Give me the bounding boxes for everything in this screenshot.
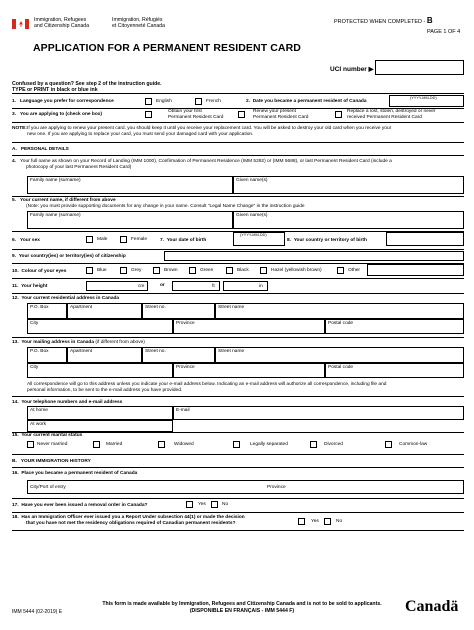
note-text <box>27 126 464 137</box>
agency-en-line1: Immigration, Refugees <box>34 17 87 23</box>
page-title: APPLICATION FOR A PERMANENT RESIDENT CARD <box>33 42 301 54</box>
mail-apartment-field[interactable] <box>67 347 142 363</box>
q8-num: 8. <box>287 238 292 243</box>
renew-card-label <box>253 109 308 120</box>
q13-hint: (if different from above) <box>95 340 145 345</box>
q17-text: Have you ever been issued a removal order in Canada? <box>21 503 148 508</box>
q15-label <box>12 433 82 439</box>
email-label: E-mail <box>176 408 190 413</box>
res-po-label: P.O. Box <box>30 305 49 310</box>
eye-hazel-label: Hazel (yellowish brown) <box>271 268 322 273</box>
note-line1: If you are applying to renew your present card, you should keep it until you receive your replacement card. You will be asked to destroy your old card when you receive your <box>27 126 392 131</box>
english-checkbox[interactable] <box>145 98 152 105</box>
mail-street-no-field[interactable] <box>142 347 215 363</box>
q6-label <box>12 238 40 244</box>
q13-num: 13. <box>12 340 19 345</box>
q4-family-name-field[interactable] <box>27 176 233 194</box>
first-card-line1: Obtain your first <box>168 109 202 114</box>
q12-label <box>12 296 119 302</box>
eye-other-label: Other <box>348 268 360 273</box>
legally-separated-checkbox[interactable] <box>233 441 240 448</box>
female-label: Female <box>131 237 147 242</box>
eye-green-checkbox[interactable] <box>189 267 196 274</box>
eye-blue-checkbox[interactable] <box>86 267 93 274</box>
q6-text: Your sex <box>20 238 40 243</box>
q2-num: 2. <box>246 99 251 104</box>
eye-grey-checkbox[interactable] <box>120 267 127 274</box>
q18-label <box>12 515 245 526</box>
q5-note: (Note: you must provide supporting documents for any change in your name. Consult "Legal Name Change" in the instruction guide <box>26 203 305 209</box>
report-yes-label: Yes <box>311 519 319 524</box>
res-po-box-field[interactable] <box>27 303 67 319</box>
res-street-no-label: Street no. <box>145 305 166 310</box>
q4-family-label: Family name (surname) <box>30 178 81 183</box>
q10-num: 10. <box>12 269 19 274</box>
q14-label <box>12 400 122 406</box>
q8-label <box>287 238 367 244</box>
q2-text: Date you became a permanent resident of Canada <box>252 99 367 104</box>
form-id: IMM 5444 (02-2019) E <box>12 609 63 615</box>
first-card-checkbox[interactable] <box>145 111 152 118</box>
home-phone-field[interactable] <box>27 406 173 420</box>
q15-text: Your current marital status <box>21 433 83 438</box>
q4-line1: Your full name as shown on your Record of Landing (IMM 1000), Confirmation of Permanent Residence (IMM 5292) or (IMM 5688), or last Permanent Resident Card (include a <box>20 159 392 164</box>
q16-num: 16. <box>12 471 19 476</box>
replace-card-checkbox[interactable] <box>335 111 342 118</box>
q9-label <box>12 254 126 260</box>
q13-text: Your mailing address in Canada <box>21 340 95 345</box>
legally-separated-label: Legally separated <box>250 442 288 447</box>
q15-num: 15. <box>12 433 19 438</box>
renew-card-line1: Renew your present <box>253 109 296 114</box>
q1-label <box>12 99 114 105</box>
french-checkbox[interactable] <box>195 98 202 105</box>
agency-en-line2: and Citizenship Canada <box>34 23 90 30</box>
mail-postal-label: Postal code <box>328 365 354 370</box>
widowed-label: Widowed <box>174 442 194 447</box>
q18-num: 18. <box>12 515 19 520</box>
q7-num: 7. <box>160 238 165 243</box>
instructions-line1: Confused by a question? See step 2 of the instruction guide. <box>12 81 162 87</box>
first-card-line2: Permanent Resident Card <box>168 114 224 120</box>
q9-text: Your country(ies) or territory(ies) of citizenship <box>18 254 126 259</box>
footer-line1: This form is made available by Immigration, Refugees and Citizenship Canada and is not to be sold to applicants. <box>102 601 382 607</box>
replace-card-label <box>347 109 436 120</box>
q11-num: 11. <box>12 284 19 289</box>
eye-blue-label: Blue <box>97 268 107 273</box>
res-street-name-field[interactable] <box>215 303 464 319</box>
pr-province-input[interactable] <box>292 480 464 494</box>
eye-other-checkbox[interactable] <box>337 267 344 274</box>
eye-black-label: Black <box>237 268 249 273</box>
first-card-label <box>168 109 223 120</box>
res-postal-label: Postal code <box>328 321 354 326</box>
q5-given-name-field[interactable] <box>233 211 464 229</box>
res-apartment-field[interactable] <box>67 303 142 319</box>
email-note-line2: personal information, to be sent to the e-mail address you have provided. <box>27 387 183 393</box>
email-field[interactable] <box>173 406 464 420</box>
q4-given-label: Given name(s) <box>236 178 268 183</box>
q12-num: 12. <box>12 296 19 301</box>
res-province-label: Province <box>176 321 195 326</box>
q12-text: Your current residential address in Canada <box>21 296 120 301</box>
section-b-header <box>12 459 91 465</box>
res-province-field[interactable] <box>173 319 325 334</box>
eye-black-checkbox[interactable] <box>226 267 233 274</box>
eye-other-input[interactable] <box>367 264 464 276</box>
renew-card-line2: Permanent Resident Card <box>253 114 309 120</box>
mail-apt-label: Apartment <box>70 349 93 354</box>
q1-num: 1. <box>12 99 17 104</box>
canada-wordmark: Canadä <box>405 598 459 615</box>
q18-line1: Has an Immigration Officer ever issued you a Report Under subsection 44(1) or made the decision <box>21 515 245 520</box>
replace-card-line1: Replace a lost, stolen, destroyed or never <box>347 109 436 114</box>
arrow-right-icon: ▶ <box>368 66 374 73</box>
q17-num: 17. <box>12 503 19 508</box>
q16-text: Place you became a permanent resident of Canada <box>21 471 138 476</box>
eye-grey-label: Grey <box>131 268 142 273</box>
q5-family-name-field[interactable] <box>27 211 233 229</box>
section-b-letter: B. <box>12 459 17 464</box>
page-number: PAGE 1 OF 4 <box>427 29 461 35</box>
dob-hint: (YYYY-MM-DD) <box>240 233 267 237</box>
ft-unit: ft <box>212 284 215 289</box>
protected-label <box>334 16 433 25</box>
uci-label-text: UCI number <box>330 66 367 73</box>
mail-city-label: City <box>30 365 39 370</box>
pr-date-hint: (YYYY-MM-DD) <box>410 96 437 100</box>
uci-input[interactable] <box>375 60 464 75</box>
q7-text: Your date of birth <box>166 238 207 243</box>
q4-label <box>12 159 464 170</box>
instructions <box>12 81 162 93</box>
q6-num: 6. <box>12 238 17 243</box>
q10-text: Colour of your eyes <box>21 269 67 274</box>
male-label: Male <box>97 237 108 242</box>
q8-text: Your country or territory of birth <box>293 238 367 243</box>
q14-num: 14. <box>12 400 19 405</box>
citizenship-input[interactable] <box>164 251 464 261</box>
q5-family-label: Family name (surname) <box>30 213 81 218</box>
work-phone-label: At work <box>30 422 46 427</box>
q5-num: 5. <box>12 198 17 203</box>
q9-num: 9. <box>12 254 17 259</box>
married-label: Married <box>106 442 123 447</box>
section-a-header <box>12 147 69 153</box>
common-law-checkbox[interactable] <box>385 441 392 448</box>
q2-label <box>246 99 367 105</box>
canada-flag-icon <box>12 18 30 30</box>
mail-po-box-field[interactable] <box>27 347 67 363</box>
mail-postal-field[interactable] <box>325 363 464 378</box>
mail-city-field[interactable] <box>27 363 173 378</box>
note-line2: new one. If you are applying to replace your card, you must send your damaged card with your application. <box>27 131 254 137</box>
eye-brown-label: Brown <box>164 268 178 273</box>
eye-brown-checkbox[interactable] <box>153 267 160 274</box>
or-label: or <box>160 283 165 288</box>
agency-name-en <box>34 17 89 29</box>
english-label: English <box>156 99 172 104</box>
protected-letter: B <box>426 16 433 25</box>
section-a-letter: A. <box>12 147 17 152</box>
instructions-line2: TYPE or PRINT in black or blue ink <box>12 87 98 93</box>
eye-green-label: Green <box>200 268 214 273</box>
section-a-title: PERSONAL DETAILS <box>20 147 69 152</box>
res-street-no-field[interactable] <box>142 303 215 319</box>
removal-yes-checkbox[interactable] <box>186 501 193 508</box>
female-checkbox[interactable] <box>120 236 127 243</box>
french-label: French <box>206 99 221 104</box>
res-city-label: City <box>30 321 39 326</box>
q4-num: 4. <box>12 159 17 164</box>
q18-line2: that you have not met the residency obligations required of Canadian permanent residents? <box>26 520 236 526</box>
q4-line2: photocopy of your last Permanent Resident Card) <box>26 164 132 170</box>
removal-yes-label: Yes <box>198 502 206 507</box>
q3-text: You are applying to (check one box) <box>20 112 103 117</box>
q5-given-label: Given name(s) <box>236 213 268 218</box>
uci-label <box>330 65 374 73</box>
res-city-field[interactable] <box>27 319 173 334</box>
q3-num: 3. <box>12 112 17 117</box>
res-street-name-label: Street name <box>218 305 245 310</box>
q5-text: Your current name, if different from above <box>20 198 116 203</box>
agency-fr-line1: Immigration, Réfugiés <box>112 17 163 23</box>
mail-province-field[interactable] <box>173 363 325 378</box>
q17-label <box>12 503 147 509</box>
pr-province-label: Province <box>267 485 286 490</box>
email-note <box>27 382 464 393</box>
never-married-label: Never married <box>37 442 68 447</box>
email-note-line1: All correspondence will go to this address unless you indicate your e-mail address below. Indicating an e-mail address will authorize all correspondence, including file and <box>27 382 387 387</box>
mail-street-name-label: Street name <box>218 349 245 354</box>
divorced-checkbox[interactable] <box>310 441 317 448</box>
q1-text: Language you prefer for correspondence <box>20 99 114 104</box>
male-checkbox[interactable] <box>86 236 93 243</box>
mail-street-name-field[interactable] <box>215 347 464 363</box>
mail-street-no-label: Street no. <box>145 349 166 354</box>
section-b-title: YOUR IMMIGRATION HISTORY <box>20 459 91 464</box>
report-no-label: No <box>336 519 343 524</box>
q7-label <box>160 238 206 244</box>
agency-fr-line2: et Citoyenneté Canada <box>112 23 166 30</box>
eye-hazel-checkbox[interactable] <box>260 267 267 274</box>
protected-text: PROTECTED WHEN COMPLETED - <box>334 19 426 25</box>
res-apt-label: Apartment <box>70 305 93 310</box>
res-postal-field[interactable] <box>325 319 464 334</box>
report-no-checkbox[interactable] <box>324 518 331 525</box>
mail-po-label: P.O. Box <box>30 349 49 354</box>
agency-name-fr <box>112 17 165 29</box>
work-phone-field[interactable] <box>27 420 173 432</box>
common-law-label: Common-law <box>399 442 428 447</box>
dob-input[interactable] <box>233 232 285 246</box>
cm-unit: cm <box>138 284 145 289</box>
q5-label <box>12 198 464 209</box>
divorced-label: Divorced <box>324 442 343 447</box>
removal-no-label: No <box>222 502 229 507</box>
removal-no-checkbox[interactable] <box>211 501 218 508</box>
married-checkbox[interactable] <box>93 441 100 448</box>
in-unit: in <box>259 284 263 289</box>
birth-country-input[interactable] <box>386 232 464 246</box>
q13-label <box>12 340 145 346</box>
q10-label <box>12 269 66 275</box>
note-label: NOTE: <box>12 126 27 131</box>
report-yes-checkbox[interactable] <box>298 518 305 525</box>
pr-city-label: City/Port of entry <box>30 485 66 490</box>
replace-card-line2: received Permanent Resident Card <box>347 114 422 120</box>
q4-given-name-field[interactable] <box>233 176 464 194</box>
pr-city-input[interactable] <box>80 480 260 494</box>
renew-card-checkbox[interactable] <box>238 111 245 118</box>
q3-label <box>12 112 102 118</box>
pr-date-input[interactable] <box>389 95 464 107</box>
widowed-checkbox[interactable] <box>158 441 165 448</box>
q11-text: Your height <box>21 284 48 289</box>
mail-province-label: Province <box>176 365 195 370</box>
q11-label <box>12 284 47 290</box>
footer-line2: (DISPONIBLE EN FRANÇAIS - IMM 5444 F) <box>189 608 295 614</box>
home-phone-label: At home <box>30 408 48 413</box>
q16-label <box>12 471 137 477</box>
footer-notice <box>92 601 392 615</box>
never-married-checkbox[interactable] <box>27 441 34 448</box>
q14-text: Your telephone numbers and e-mail address <box>21 400 123 405</box>
